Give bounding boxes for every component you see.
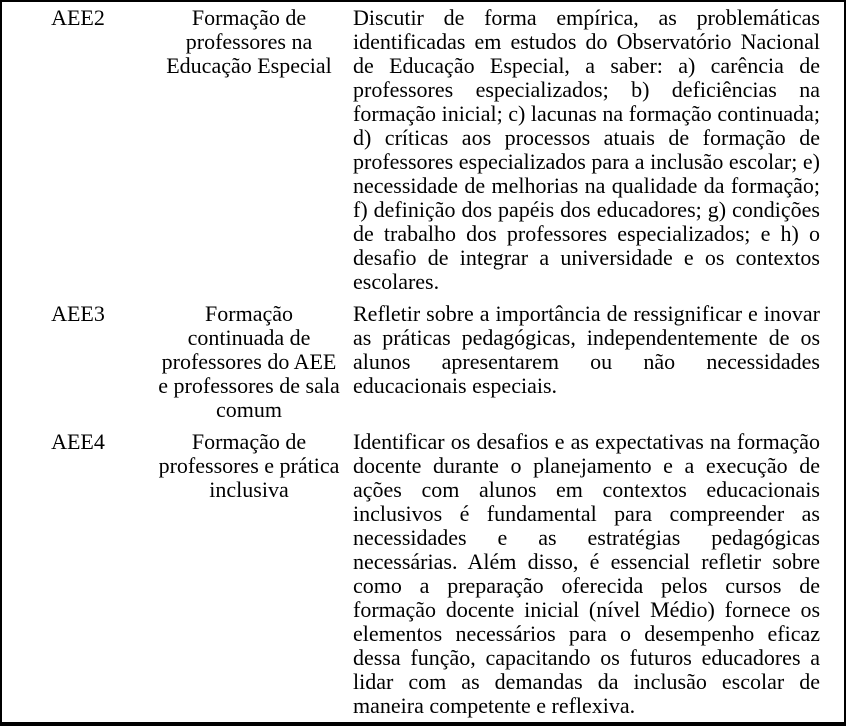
row-code: AEE3 xyxy=(51,301,105,326)
row-title: Formação de professores na Educação Especial xyxy=(166,5,332,78)
row-description: Refletir sobre a importância de ressignificar e inovar as práticas pedagógicas, independentemente de os alunos apresentarem ou não necessidades educacionais especiais. xyxy=(353,301,820,398)
row-title: Formação continuada de professores do AEE e professores de sala comum xyxy=(158,301,340,422)
row-title: Formação de professores e prática inclusiva xyxy=(158,429,340,502)
row-description: Identificar os desafios e as expectativas na formação docente durante o planejamento e a execução de ações com alunos em contextos educacionais inclusivos é fundamental para compreender as necessidades e as estratégias pedagógicas necessárias. Além disso, é essencial refletir sobre como a preparação oferecida pelos cursos de formação docente inicial (nível Médio) fornece os elementos necessários para o desempenho eficaz dessa função, capacitando os futuros educadores a lidar com as demandas da inclusão escolar de maneira competente e reflexiva. xyxy=(353,429,820,718)
table-row xyxy=(2,426,844,722)
table-row xyxy=(2,298,844,426)
row-description: Discutir de forma empírica, as problemáticas identificadas em estudos do Observatório Nacional de Educação Especial, a saber: a) carência de professores especializados; b) deficiências na formação inicial; c) lacunas na formação continuada; d) críticas aos processos atuais de formação de professores especializados para a inclusão escolar; e) necessidade de melhorias na qualidade da formação; f) definição dos papéis dos educadores; g) condições de trabalho dos professores especializados; e h) o desafio de integrar a universidade e os contextos escolares. xyxy=(353,5,820,294)
row-code: AEE4 xyxy=(51,429,105,454)
table-row xyxy=(2,2,844,298)
row-code: AEE2 xyxy=(51,5,105,30)
